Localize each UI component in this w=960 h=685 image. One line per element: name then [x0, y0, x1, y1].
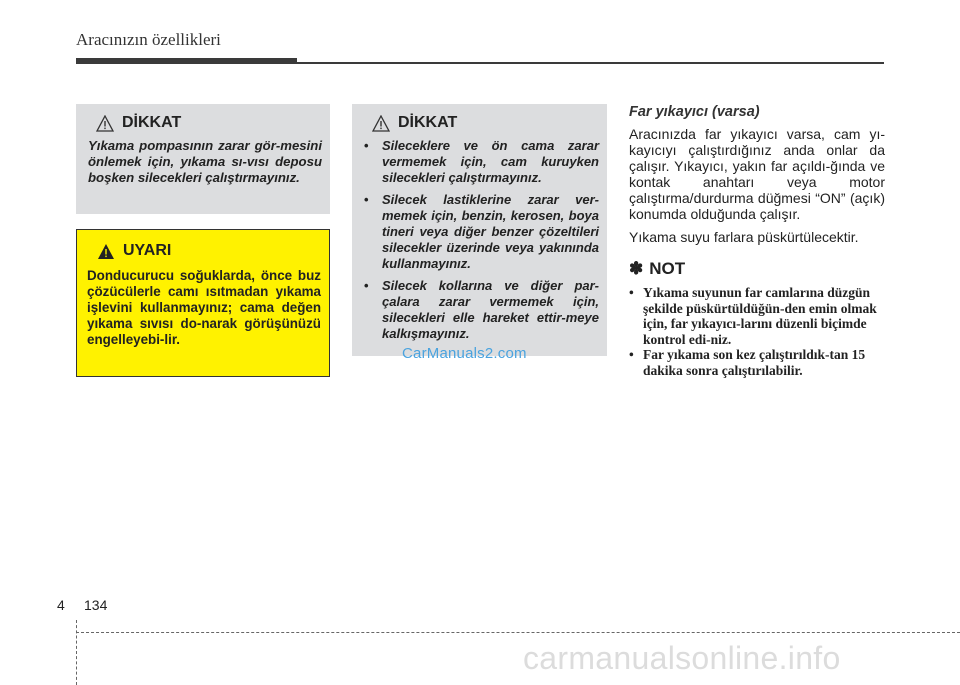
- caution-title: [96, 114, 322, 132]
- list-item: • Silecek kollarına ve diğer par-çalara zarar vermemek için, silecekleri elle hareket ettir-meye kalkışmayınız.: [362, 278, 599, 342]
- caution-triangle-icon: [372, 115, 390, 132]
- section-paragraph: Yıkama suyu farlara püskürtülecektir.: [629, 229, 859, 245]
- footer-rule: [76, 632, 960, 633]
- list-item: • Far yıkama son kez çalıştırıldık-tan 15 dakika sonra çalıştırılabilir.: [629, 347, 885, 378]
- asterisk-icon: ✽: [629, 259, 644, 278]
- note-title-text: NOT: [649, 259, 686, 278]
- header-rule-thick: [76, 58, 297, 64]
- list-item: • Sileceklere ve ön cama zarar vermemek için, cam kuruyken silecekleri çalıştırmayınız.: [362, 138, 599, 186]
- footer-vertical-rule: [76, 620, 77, 685]
- caution-list: [362, 138, 599, 342]
- note-list: [629, 285, 885, 378]
- headlamp-washer-section: [629, 104, 885, 378]
- warning-title-text: UYARI: [123, 242, 172, 259]
- list-item: • Silecek lastiklerine zarar ver-memek için, benzin, kerosen, boya tineri veya diğer benzer çözeltileri silecekler üzerinde veya yakınında kullanmayınız.: [362, 192, 599, 272]
- note-heading: [629, 259, 885, 279]
- header-rule-thin: [297, 62, 884, 64]
- caution-title-text-2: DİKKAT: [398, 114, 458, 131]
- section-title: Far yıkayıcı (varsa): [629, 104, 760, 120]
- warning-triangle-icon: [97, 243, 115, 260]
- caution-text: Yıkama pompasının zarar gör-mesini önlemek için, yıkama sı-vısı deposu boşken silecekleri çalıştırmayınız.: [88, 138, 322, 185]
- site-watermark[interactable]: carmanualsonline.info: [523, 640, 841, 676]
- page-header-title: Aracınızın özellikleri: [76, 30, 221, 49]
- caution-box-wipers: [352, 104, 607, 356]
- warning-box-freezing: [76, 229, 330, 377]
- page-number: 134: [84, 597, 108, 613]
- watermark-link[interactable]: CarManuals2.com: [402, 345, 527, 362]
- caution-box-pump: [76, 104, 330, 214]
- caution-title-2: [372, 114, 599, 132]
- warning-title: [97, 242, 321, 260]
- chapter-number: 4: [57, 597, 65, 613]
- caution-triangle-icon: [96, 115, 114, 132]
- section-paragraph: Aracınızda far yıkayıcı varsa, cam yı-kayıcıyı çalıştırdığınız anda onlar da çalışır. Yıkayıcı, yakın far açıldı-ğında ve kontak anahtarı veya motor çalıştırma/durdurma düğmesi “ON” (açık) konumda olduğunda çalışır.: [629, 126, 885, 222]
- warning-text: Donducurucu soğuklarda, önce buz çözücülerle camı ısıtmadan yıkama işlevini kullanmayınız; cama değen yıkama sıvısı do-narak görüşünüzü engelleyebi-lir.: [87, 268, 321, 347]
- caution-title-text: DİKKAT: [122, 114, 182, 131]
- list-item: • Yıkama suyunun far camlarına düzgün şekilde püskürtüldüğün-den emin olmak için, far yıkayıcı-larını düzenli biçimde kontrol edi-niz.: [629, 285, 885, 347]
